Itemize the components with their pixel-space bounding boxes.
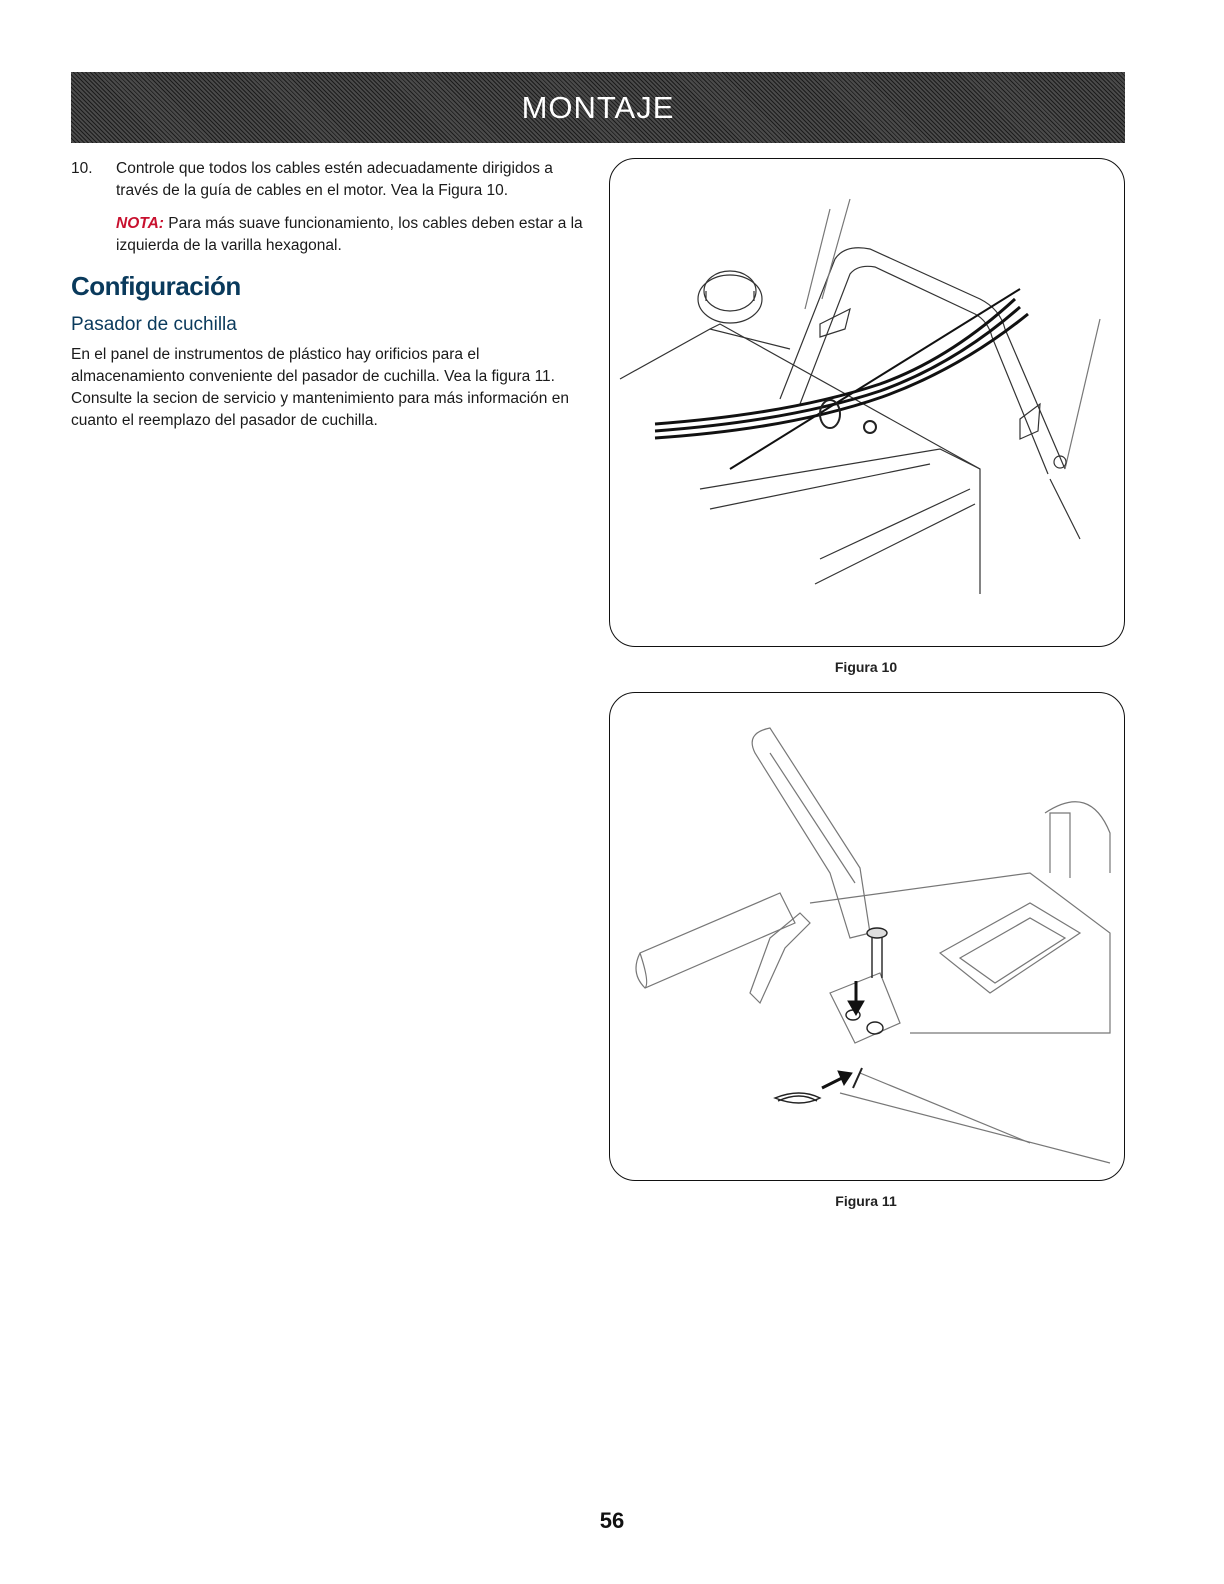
section-heading: Configuración — [71, 271, 241, 301]
page-number: 56 — [599, 1508, 625, 1533]
text-column — [71, 158, 586, 432]
step-number: 10. — [71, 160, 93, 177]
body-paragraph: En el panel de instrumentos de plástico hay orificios para el almacenamiento conveniente del pasador de cuchilla. Vea la figura 11. Consulte la secion de servicio y mantenimiento para más información en cuanto el reemplazo del pasador de cuchilla. — [71, 346, 569, 429]
figure-11-caption: Figura 11 — [835, 1193, 897, 1209]
figure-10 — [609, 158, 1125, 647]
header-band — [71, 72, 1125, 143]
step-item — [71, 158, 586, 257]
step-content — [116, 158, 586, 257]
figure-10-caption: Figura 10 — [834, 659, 898, 675]
step-text: Controle que todos los cables estén adecuadamente dirigidos a través de la guía de cables en el motor. Vea la Figura 10. — [116, 160, 553, 199]
note-label: NOTA: — [116, 215, 164, 232]
note-text: Para más suave funcionamiento, los cables deben estar a la izquierda de la varilla hexagonal. — [116, 215, 583, 254]
figure-11-illustration — [610, 693, 1124, 1180]
note — [116, 213, 586, 257]
figure-11 — [609, 692, 1125, 1181]
subsection-heading: Pasador de cuchilla — [71, 314, 237, 335]
page-title: MONTAJE — [521, 89, 675, 125]
figure-10-illustration — [610, 159, 1124, 646]
